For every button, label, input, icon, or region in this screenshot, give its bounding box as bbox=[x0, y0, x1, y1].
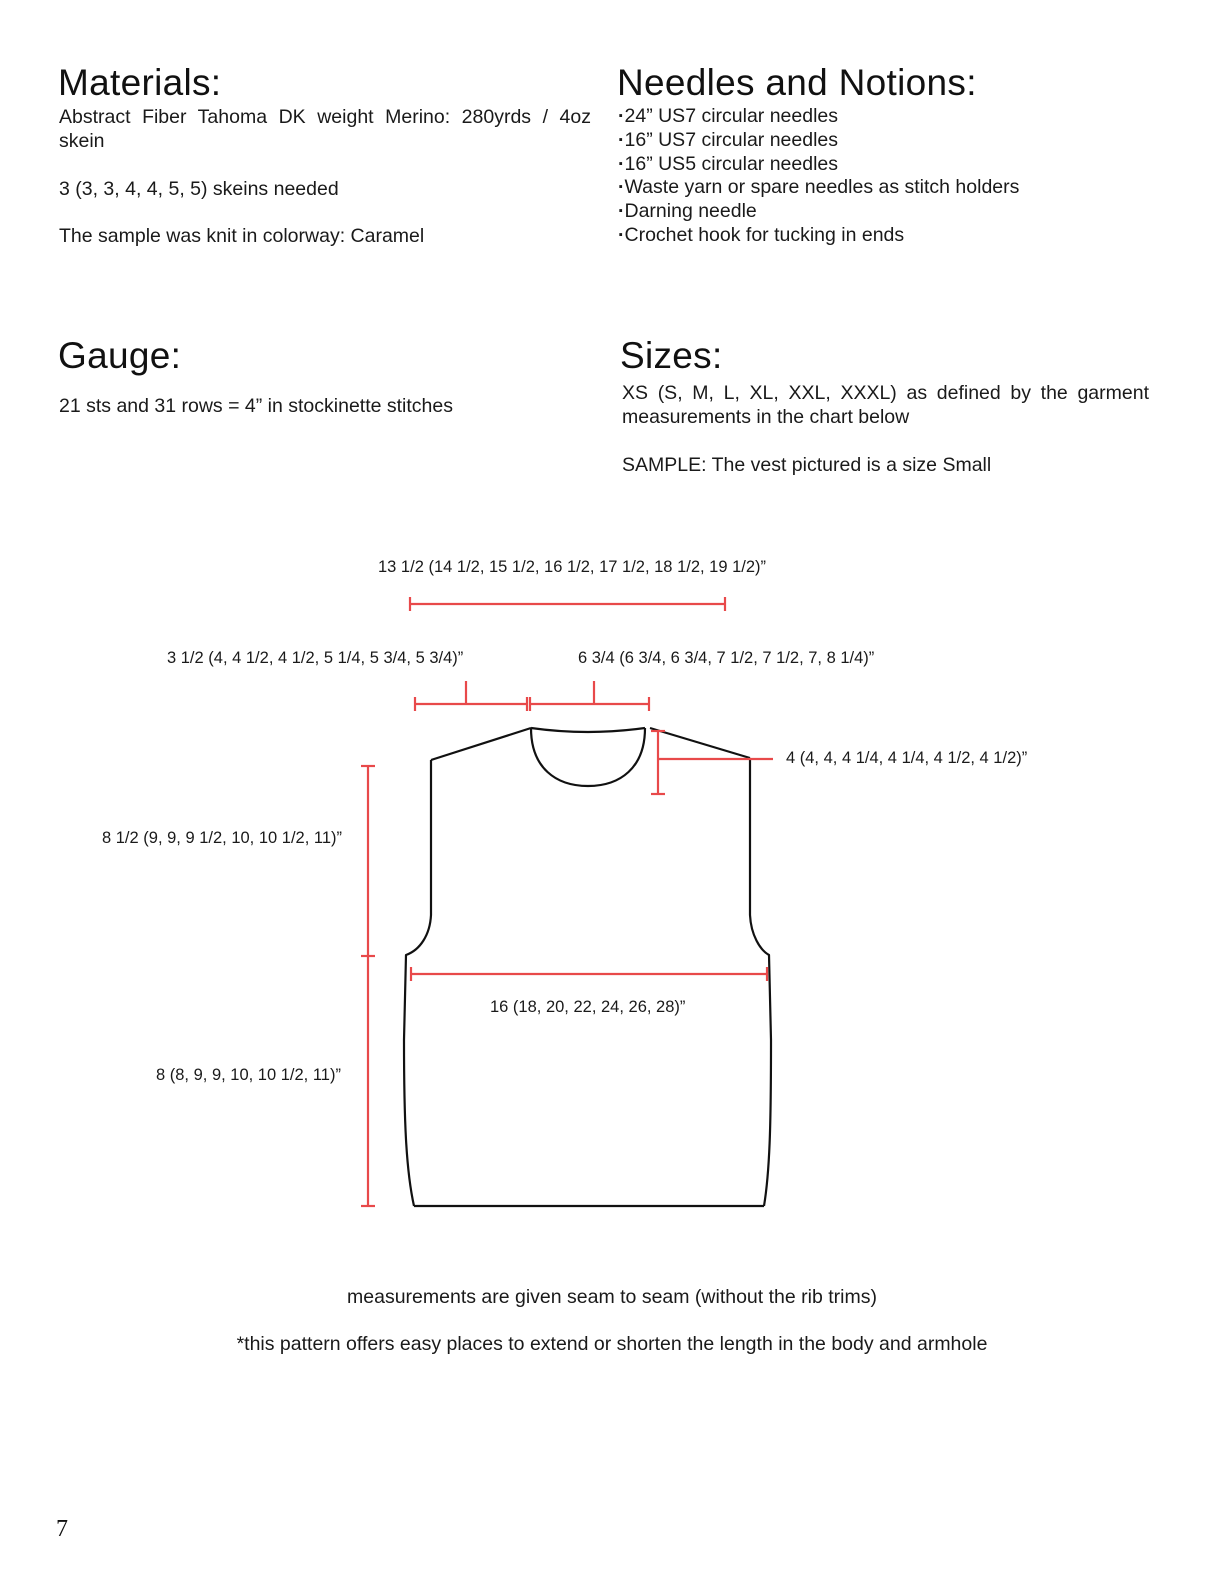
neck-width-label: 6 3/4 (6 3/4, 6 3/4, 7 1/2, 7 1/2, 7, 8 1/4)” bbox=[578, 649, 875, 667]
length-note: *this pattern offers easy places to extend or shorten the length in the body and armhole bbox=[236, 1333, 988, 1355]
neck-depth-line bbox=[651, 731, 773, 794]
chest-width-line bbox=[411, 967, 767, 981]
materials-heading: Materials: bbox=[58, 62, 222, 103]
needles-item: · Waste yarn or spare needles as stitch holders bbox=[618, 176, 1019, 200]
vest-outline bbox=[404, 728, 771, 1206]
shoulder-line bbox=[415, 681, 527, 711]
needles-item: · 16” US7 circular needles bbox=[618, 129, 1019, 153]
materials-yarn: Abstract Fiber Tahoma DK weight Merino: 280yrds / 4oz skein bbox=[59, 106, 591, 152]
sizes-sample: SAMPLE: The vest pictured is a size Small bbox=[622, 454, 992, 476]
page-number: 7 bbox=[56, 1516, 68, 1542]
neck-depth-label: 4 (4, 4, 4 1/4, 4 1/4, 4 1/2, 4 1/2)” bbox=[786, 749, 1028, 767]
body-length-line bbox=[361, 956, 375, 1206]
needles-item: · 16” US5 circular needles bbox=[618, 153, 1019, 177]
needles-item: · Darning needle bbox=[618, 200, 1019, 224]
needles-item: · Crochet hook for tucking in ends bbox=[618, 224, 1019, 248]
body-length-label: 8 (8, 9, 9, 10, 10 1/2, 11)” bbox=[156, 1066, 341, 1084]
armhole-depth-label: 8 1/2 (9, 9, 9 1/2, 10, 10 1/2, 11)” bbox=[102, 829, 343, 847]
gauge-heading: Gauge: bbox=[58, 335, 182, 376]
sizes-heading: Sizes: bbox=[620, 335, 723, 376]
materials-skeins: 3 (3, 3, 4, 4, 5, 5) skeins needed bbox=[59, 178, 339, 200]
needles-item: · 24” US7 circular needles bbox=[618, 105, 1019, 129]
shoulder-width-label: 13 1/2 (14 1/2, 15 1/2, 16 1/2, 17 1/2, 18 1/2, 19 1/2)” bbox=[378, 558, 767, 576]
neck-width-line bbox=[530, 681, 649, 711]
materials-colorway: The sample was knit in colorway: Caramel bbox=[59, 225, 425, 247]
seam-note: measurements are given seam to seam (without the rib trims) bbox=[347, 1286, 877, 1308]
measurement-lines bbox=[361, 597, 773, 1206]
shoulder-label: 3 1/2 (4, 4 1/2, 4 1/2, 5 1/4, 5 3/4, 5 3/4)” bbox=[167, 649, 464, 667]
needles-heading: Needles and Notions: bbox=[617, 62, 977, 103]
armhole-depth-line bbox=[361, 766, 375, 956]
sizes-text: XS (S, M, L, XL, XXL, XXXL) as defined by the garment measurements in the chart below bbox=[622, 382, 1149, 428]
gauge-text: 21 sts and 31 rows = 4” in stockinette stitches bbox=[59, 395, 453, 417]
chest-width-label: 16 (18, 20, 22, 24, 26, 28)” bbox=[490, 998, 686, 1016]
shoulder-width-line bbox=[410, 597, 725, 611]
